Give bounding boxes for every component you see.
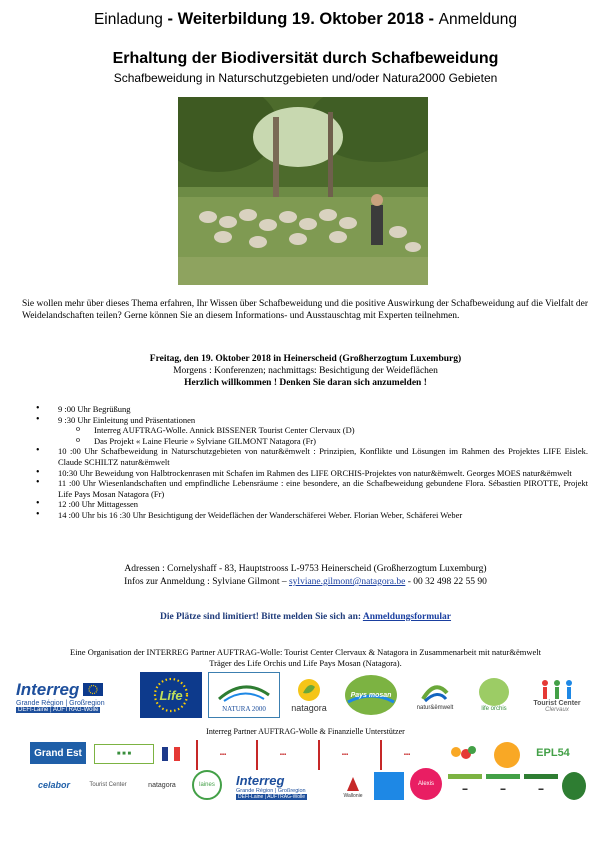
registration-notice <box>0 612 611 622</box>
program-item: • 14 :00 Uhr bis 16 :30 Uhr Besichtigung der Weideflächen der Wanderschäferei Weber. Florian Weber, Schäferei Weber <box>36 510 588 521</box>
interreg-small-sub1: Grande Région | Großregion <box>236 787 306 794</box>
french-republic-logo <box>160 742 182 766</box>
parc-naturel-logo <box>562 772 586 800</box>
header-prefix: Einladung <box>93 11 163 28</box>
celabor-wordmark: celabor <box>37 780 70 790</box>
grand-est-wordmark: Grand Est <box>34 747 82 759</box>
celabor-logo <box>30 772 78 798</box>
natagora-wordmark: natagora <box>291 703 327 713</box>
header-line <box>0 10 611 29</box>
epl54-logo <box>528 742 578 764</box>
contact-line <box>0 576 611 589</box>
interreg-logo <box>16 676 134 716</box>
natur-emwelt-wordmark: natur&ëmwelt <box>416 705 454 711</box>
program-list <box>36 404 588 521</box>
phone-number: - 00 32 498 22 55 90 <box>405 577 487 587</box>
natagora-small-wordmark: natagora <box>148 781 176 789</box>
interreg-wordmark: Interreg <box>16 679 80 699</box>
government-logo: ▪▪▪ <box>196 740 248 770</box>
email-link[interactable]: sylviane.gilmont@natagora.be <box>288 577 406 587</box>
wallonie-wordmark: Wallonie <box>343 793 363 799</box>
interreg-small-sub2: DEFI-Laine | AUFTRAG-Wolle <box>238 793 306 800</box>
program-item: • 10:30 Uhr Beweidung von Halbtrockenrasen mit Schafen im Rahmen des LIFE ORCHIS-Projektes von natur&ëmwelt. Georges MOES natur&ëmwelt <box>36 468 588 479</box>
intro-paragraph: Sie wollen mehr über dieses Thema erfahren, Ihr Wissen über Schafbeweidung und die positive Auswirkung der Schafbeweidung auf die Vielfalt der Weidelandschaften teilen? Gerne können Sie an diesem Informations- und Ausstauschtag mit Experten teilnehmen. <box>22 299 588 321</box>
partner-logo <box>494 742 520 768</box>
people-icon <box>537 678 577 700</box>
tourist-center-small-wordmark: Tourist Center <box>89 782 127 788</box>
eu-flag-icon <box>83 683 103 696</box>
alexis-wordmark: Alexis <box>417 781 434 787</box>
tourist-center-small-logo <box>84 772 132 798</box>
life-wordmark: Life <box>159 687 183 703</box>
program-subitem: o Das Projekt « Laine Fleurie » Sylviane GILMONT Natagora (Fr) <box>36 436 588 447</box>
leaf-icon <box>295 677 323 703</box>
sheep-grazing-photo <box>178 97 428 285</box>
natur-emwelt-logo <box>410 672 460 718</box>
orchid-icon <box>479 678 509 706</box>
organisation-line: Eine Organisation der INTERREG Partner AUFTRAG-Wolle: Tourist Center Clervaux & Natagora in Zusammenarbeit mit natur&ëmwelt <box>70 647 541 657</box>
government-logo: ▪▪▪ <box>380 740 432 770</box>
parc-naturel-logo: ▬ <box>486 774 520 798</box>
natagora-small-logo <box>136 772 188 798</box>
tourist-center-logo <box>524 672 590 718</box>
cluster-logo <box>440 740 486 768</box>
interreg-sub2: DEFI-Laine | AUFTRAG-Wolle <box>18 706 99 713</box>
alexis-logo <box>410 768 442 800</box>
welcome-text: Herzlich willkommen ! Denken Sie daran sich anzumelden ! <box>184 378 427 388</box>
header-main: - Weiterbildung 19. Oktober 2018 - <box>162 10 439 28</box>
epl54-wordmark: EPL54 <box>536 747 570 759</box>
program-item: • 12 :00 Uhr Mittagessen <box>36 499 588 510</box>
laines-logo <box>192 770 222 800</box>
government-logo: ▪▪▪ <box>318 740 370 770</box>
rooster-icon <box>344 775 362 793</box>
life-orchis-logo <box>470 672 518 718</box>
event-date: Freitag, den 19. Oktober 2018 in Heinerscheid (Großherzogtum Luxemburg) <box>149 354 462 364</box>
document-title: Erhaltung der Biodiversität durch Schafbeweidung <box>112 50 499 67</box>
life-logo <box>140 672 202 718</box>
program-item: • 9 :00 Uhr Begrüßung <box>36 404 588 415</box>
swirl-icon <box>420 679 450 705</box>
program-item: • 11 :00 Uhr Wiesenlandschaften und empfindliche Lebensräume : eine besondere, an die Schafbeweidung gebundene Flora. Sébastien PIROTTE, Projekt Life Pays Mosan Natagora (Fr) <box>36 478 588 499</box>
organisation-line-2: Träger des Life Orchis und Life Pays Mosan (Natagora). <box>209 658 402 668</box>
laines-wordmark: laines <box>199 782 215 788</box>
partners-title: Interreg Partner AUFTRAG-Wolle & Finanzielle Unterstützer <box>206 727 405 736</box>
parc-naturel-logo: ▬ <box>524 774 558 798</box>
life-orchis-wordmark: life orchis <box>481 706 507 712</box>
program-subitem: o Interreg AUFTRAG-Wolle. Annick BISSENER Tourist Center Clervaux (D) <box>36 425 588 436</box>
natagora-logo <box>286 672 332 718</box>
program-item: • 9 :30 Uhr Einleitung und Präsentationen <box>36 415 588 426</box>
program-item: • 10 :00 Uhr Schafbeweidung in Naturschutzgebieten von natur&ëmwelt : Prinzipien, Konflikte und Lösungen im Rahmen des Projektes LIFE Eislek. Claude SCHILTZ natur&ëmwelt <box>36 446 588 467</box>
wallonie-logo <box>336 770 370 804</box>
tourist-center-sub: Clervaux <box>545 706 569 713</box>
government-logo: ▪▪▪ <box>256 740 308 770</box>
grand-est-logo <box>30 742 86 764</box>
interreg-small-wordmark: Interreg <box>236 772 285 788</box>
natura2000-wordmark: NATURA 2000 <box>222 705 266 713</box>
interreg-small-logo <box>236 768 328 804</box>
event-schedule-summary: Morgens : Konferenzen; nachmittags: Besichtigung der Weideflächen <box>173 366 438 376</box>
natura2000-logo <box>208 672 280 718</box>
partner-logo: ■ ■ ■ <box>94 744 154 764</box>
document-subtitle: Schafbeweidung in Naturschutzgebieten und/oder Natura2000 Gebieten <box>113 71 498 85</box>
bird-icon <box>214 677 274 705</box>
interreg-sub1: Grande Région | Großregion <box>16 699 105 707</box>
registration-text: Die Plätze sind limitiert! Bitte melden Sie sich an: <box>159 612 363 622</box>
pays-mosan-logo <box>342 672 400 718</box>
tourist-center-wordmark: Tourist Center <box>533 699 581 707</box>
address-line: Adressen : Cornelyshaff - 83, Hauptstrooss L-9753 Heinerscheid (Großherzogtum Luxemburg) <box>124 564 487 574</box>
contact-prefix: Infos zur Anmeldung : Sylviane Gilmont – <box>124 577 289 587</box>
partner-logo <box>374 772 404 800</box>
pays-mosan-wordmark: Pays mosan <box>350 691 392 699</box>
header-suffix: Anmeldung <box>438 11 518 28</box>
registration-form-link[interactable]: Anmeldungsformular <box>362 612 452 622</box>
parc-naturel-logo: ▬ <box>448 774 482 798</box>
